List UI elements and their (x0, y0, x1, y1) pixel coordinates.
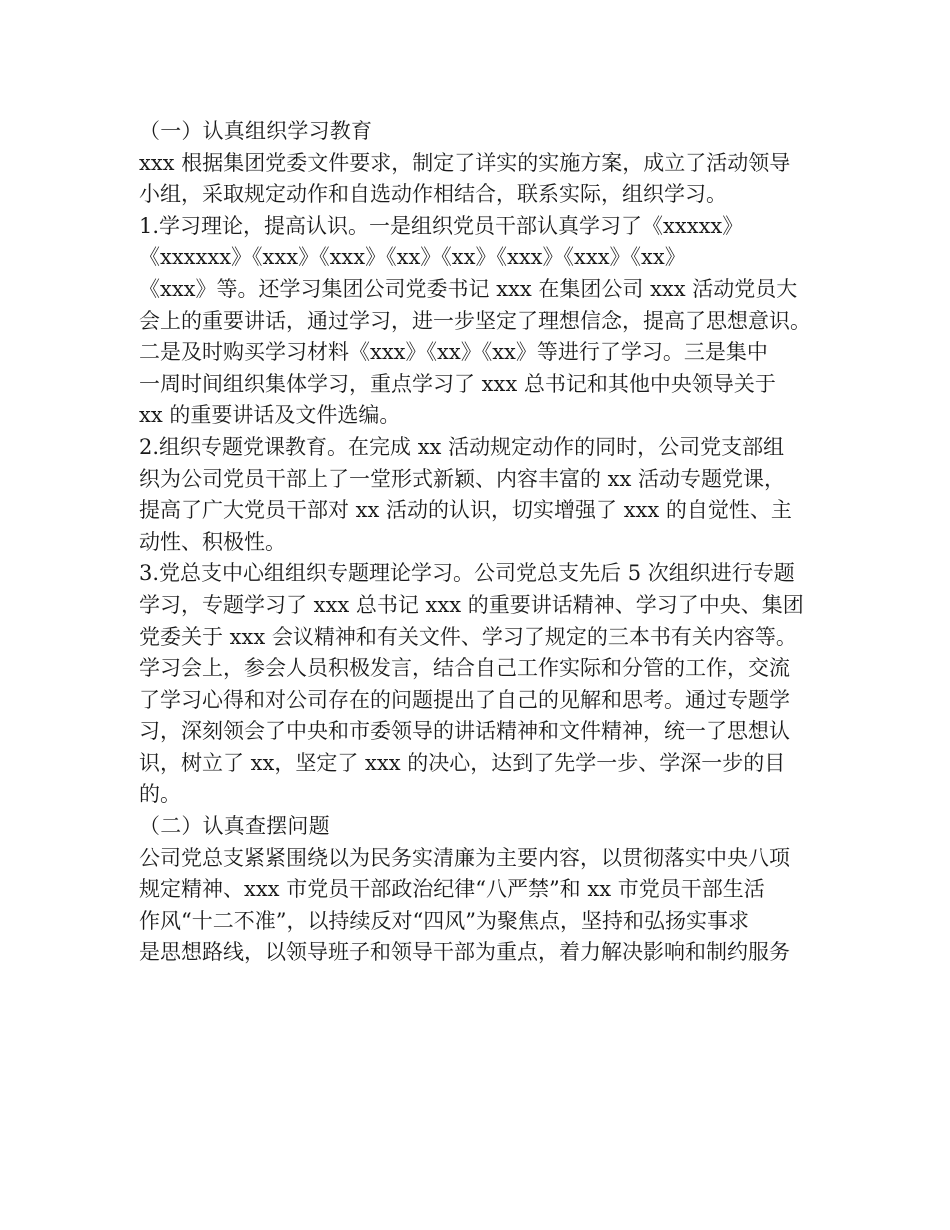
text-line: 2.组织专题党课教育。在完成 xx 活动规定动作的同时，公司党支部组 (139, 434, 785, 459)
text-line: 规定精神、xxx 市党员干部政治纪律“八严禁”和 xx 市党员干部生活 (139, 877, 765, 902)
text-line: 是思想路线，以领导班子和领导干部为重点，着力解决影响和制约服务 (139, 940, 790, 965)
text-line: 识，树立了 xx，坚定了 xxx 的决心，达到了先学一步、学深一步的目 (139, 750, 786, 775)
text-line: 了学习心得和对公司存在的问题提出了自己的见解和思考。通过专题学 (139, 687, 790, 712)
text-line: 《xxx》等。还学习集团公司党委书记 xxx 在集团公司 xxx 活动党员大 (139, 276, 798, 301)
text-line: 党委关于 xxx 会议精神和有关文件、学习了规定的三本书有关内容等。 (139, 624, 797, 649)
text-line: 二是及时购买学习材料《xxx》《xx》《xx》等进行了学习。三是集中 (139, 340, 768, 365)
text-line: 公司党总支紧紧围绕以为民务实清廉为主要内容，以贯彻落实中央八项 (139, 845, 790, 870)
text-line: xx 的重要讲话及文件选编。 (139, 403, 401, 428)
text-line: 一周时间组织集体学习，重点学习了 xxx 总书记和其他中央领导关于 (139, 371, 776, 396)
text-line: 小组，采取规定动作和自选动作相结合，联系实际，组织学习。 (139, 182, 727, 207)
text-line: 动性、积极性。 (139, 529, 286, 554)
text-line: 提高了广大党员干部对 xx 活动的认识，切实增强了 xxx 的自觉性、主 (139, 498, 792, 523)
text-line: 的。 (139, 782, 181, 807)
text-line: 作风“十二不准”，以持续反对“四风”为聚焦点，坚持和弘扬实事求 (139, 908, 749, 933)
section-heading-2: （二）认真查摆问题 (139, 814, 330, 839)
text-line: 《xxxxxx》《xxx》《xxx》《xx》《xx》《xxx》《xxx》《xx》 (139, 245, 686, 270)
text-line: 学习，专题学习了 xxx 总书记 xxx 的重要讲话精神、学习了中央、集团 (139, 592, 804, 617)
text-line: 会上的重要讲话，通过学习，进一步坚定了理想信念，提高了思想意识。 (139, 308, 811, 333)
text-line: xxx 根据集团党委文件要求，制定了详实的实施方案，成立了活动领导 (139, 150, 791, 175)
text-line: 3.党总支中心组组织专题理论学习。公司党总支先后 5 次组织进行专题 (139, 561, 795, 586)
text-line: 习，深刻领会了中央和市委领导的讲话精神和文件精神，统一了思想认 (139, 719, 790, 744)
text-line: 织为公司党员干部上了一堂形式新颖、内容丰富的 xx 活动专题党课， (139, 466, 786, 491)
section-heading-1: （一）认真组织学习教育 (139, 119, 373, 143)
document-body (139, 116, 819, 969)
text-line: 1.学习理论，提高认识。一是组织党员干部认真学习了《xxxxx》 (139, 213, 744, 238)
text-line: 学习会上，参会人员积极发言，结合自己工作实际和分管的工作，交流 (139, 656, 790, 681)
